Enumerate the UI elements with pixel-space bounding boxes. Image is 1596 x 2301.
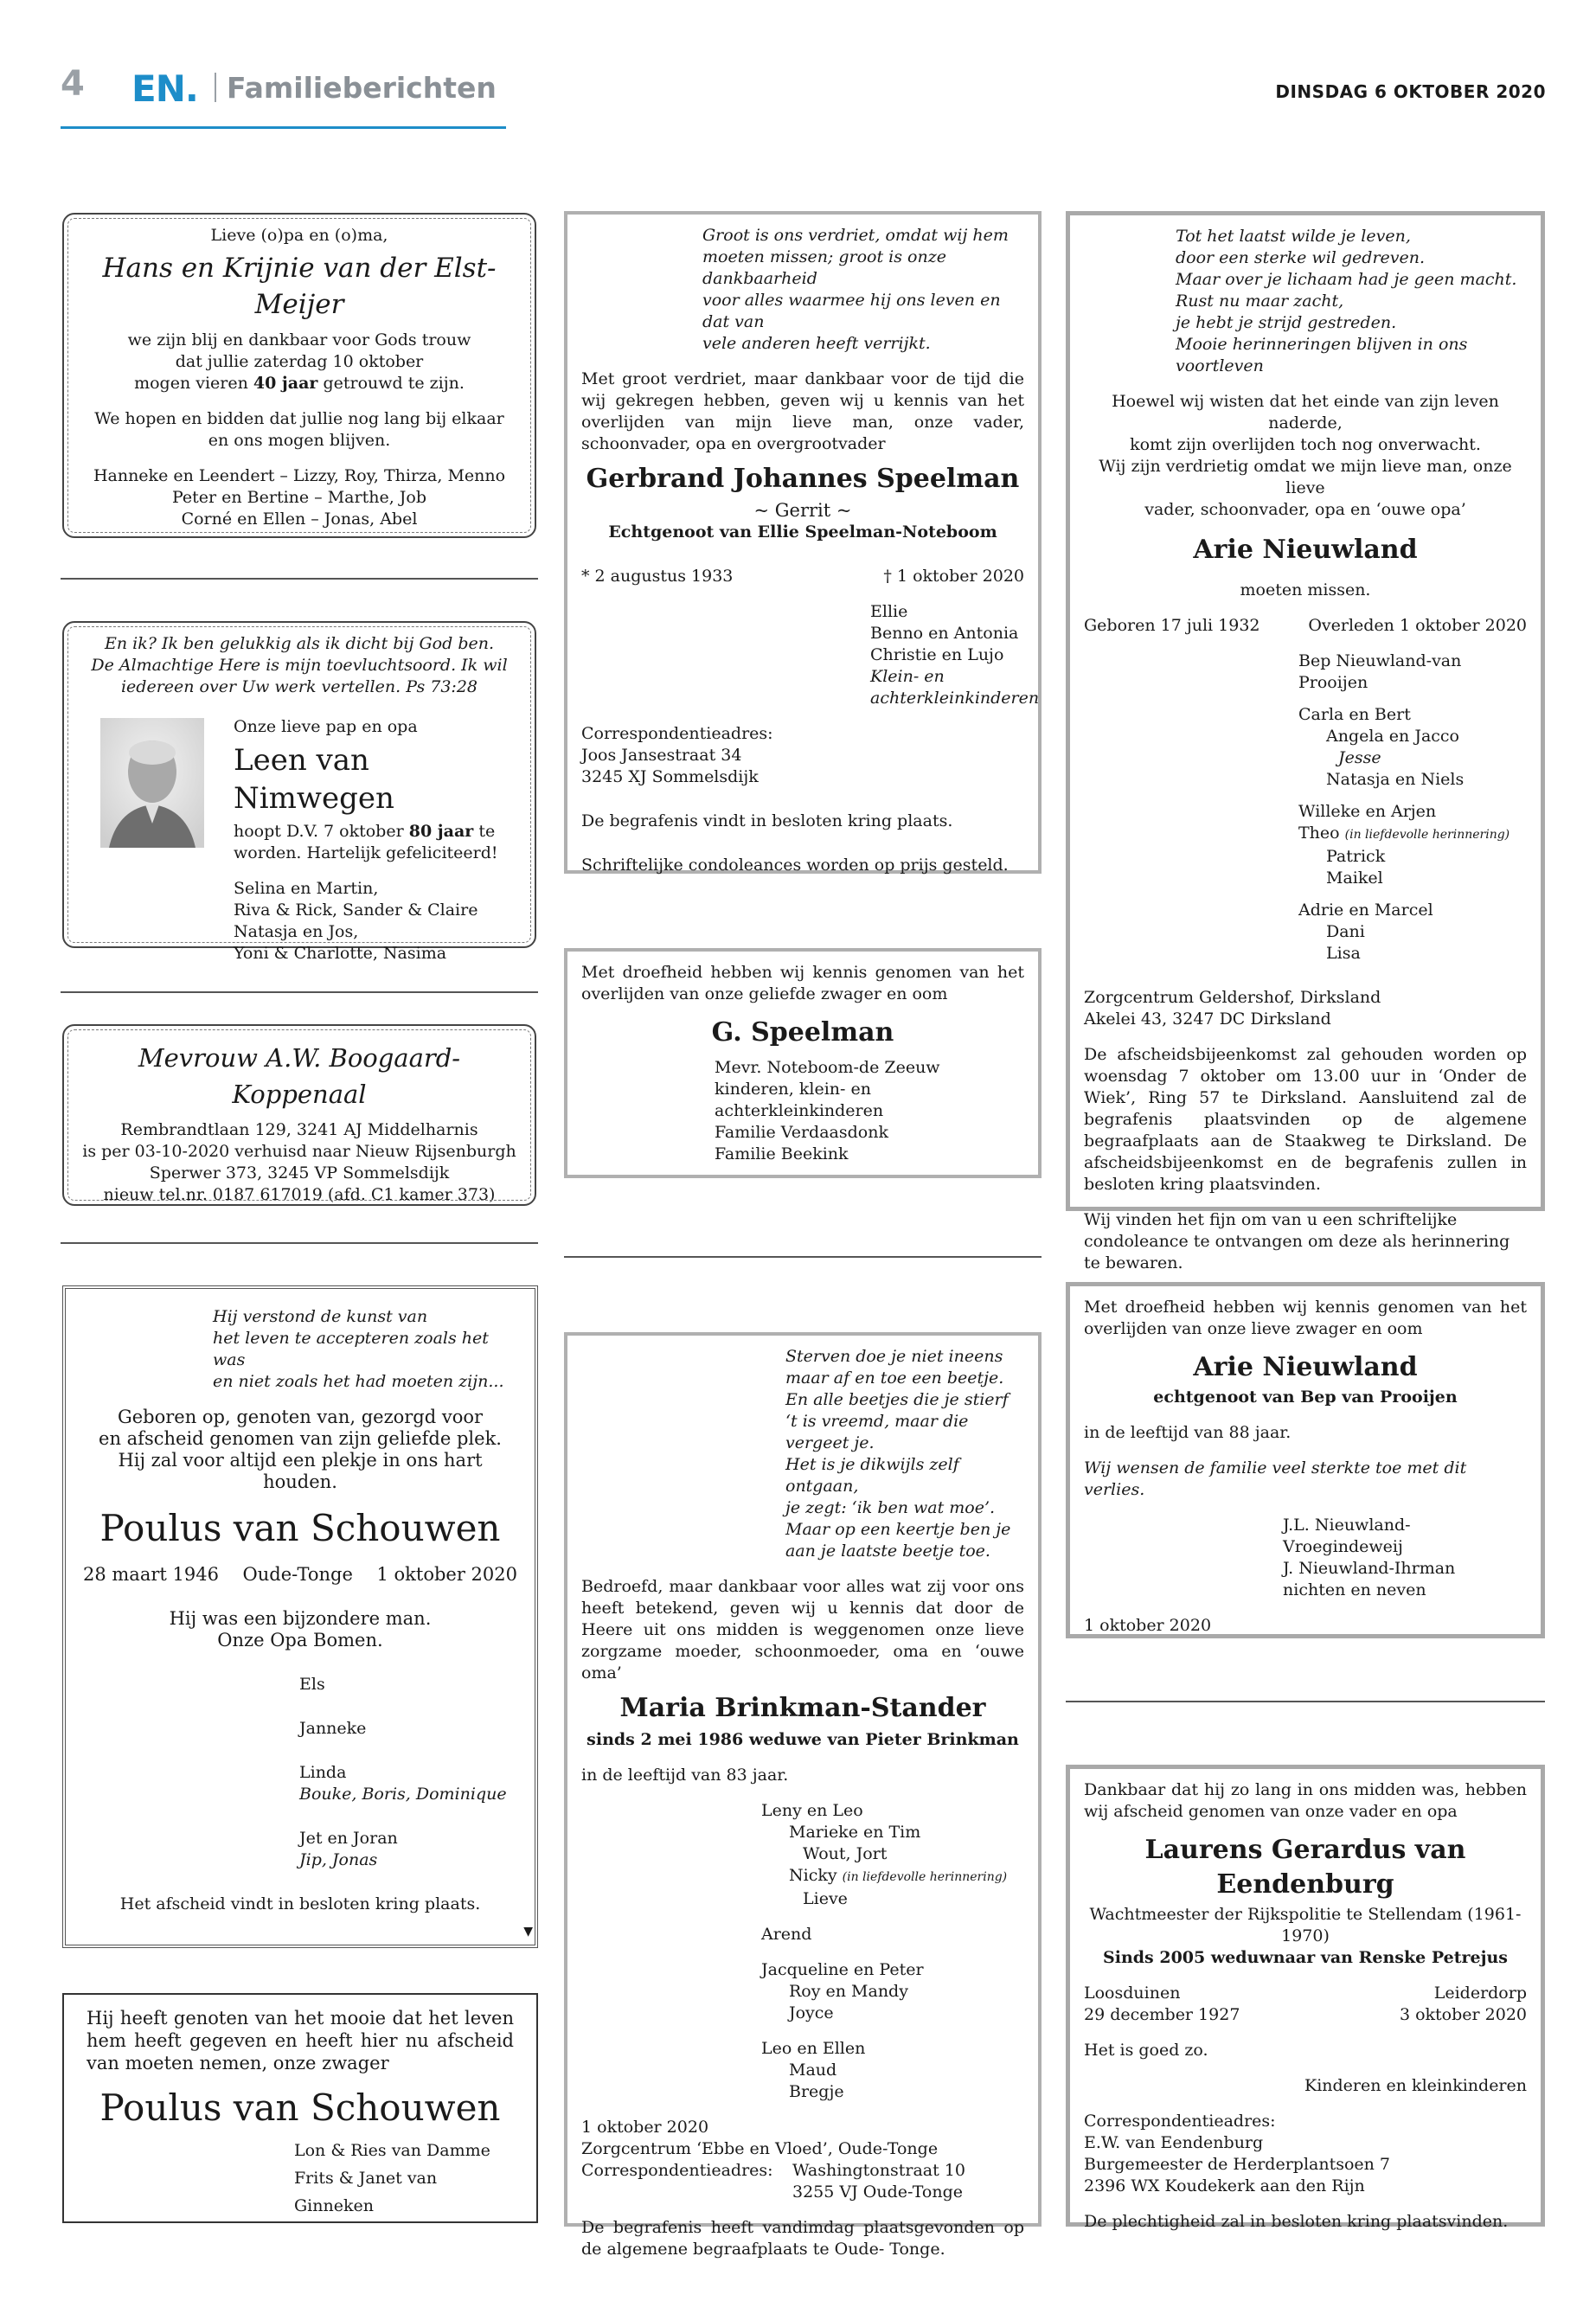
- greeting: Lieve (o)pa en (o)ma,: [210, 226, 388, 245]
- closing-text: Wij vinden het fijn om van u een schriftelijke condoleance te ontvangen om deze als herinnering te bewaren.: [1084, 1210, 1510, 1272]
- quote-line: Groot is ons verdriet, omdat wij hem: [702, 226, 1009, 245]
- couple-name: Hans en Krijnie van der Elst-Meijer: [102, 253, 497, 320]
- birth-date: Geboren 17 juli 1932: [1084, 616, 1260, 635]
- deceased-name: Maria Brinkman-Stander: [619, 1693, 986, 1723]
- text-line: Hij was een bijzondere man.: [169, 1608, 432, 1629]
- closing-text: De begrafenis vindt in besloten kring plaats.: [581, 811, 953, 830]
- person-name: Mevrouw A.W. Boogaard-Koppenaal: [138, 1043, 461, 1109]
- quote-line: je hebt je strijd gestreden.: [1176, 313, 1397, 332]
- signature-line: Natasja en Jos,: [234, 922, 359, 941]
- family-member: Jesse: [1338, 748, 1381, 767]
- address-label: Correspondentieadres:: [581, 724, 773, 743]
- ad-relocation-boogaard: [62, 1024, 536, 1206]
- nickname: ~ Gerrit ~: [753, 500, 852, 521]
- family-member: Marieke en Tim: [789, 1823, 921, 1842]
- person-name: Leen van Nimwegen: [234, 743, 394, 816]
- quote-line: Sterven doe je niet ineens: [785, 1347, 1003, 1366]
- place-line: Zorgcentrum ‘Ebbe en Vloed’, Oude-Tonge: [581, 2139, 939, 2158]
- address-line: E.W. van Eendenburg: [1084, 2133, 1264, 2152]
- portrait-photo: [100, 718, 204, 848]
- address-block: [581, 2160, 1024, 2203]
- family-member: Christie en Lujo: [870, 645, 1004, 664]
- family-member: Theo (in liefdevolle herinnering): [1298, 824, 1510, 843]
- signature-line: Mevr. Noteboom-de Zeeuw: [715, 1058, 940, 1077]
- text-line: mogen vieren 40 jaar getrouwd te zijn.: [134, 374, 465, 393]
- family-member: Leny en Leo: [761, 1801, 863, 1820]
- arrow-down-icon: ▼: [523, 1925, 533, 1939]
- text-line: Het is goed zo.: [1084, 2041, 1208, 2060]
- text-line: We hopen en bidden dat jullie nog lang bij elkaar: [94, 409, 504, 428]
- closing-text: Het afscheid vindt in besloten kring plaats.: [119, 1894, 481, 1913]
- family-member: Angela en Jacco: [1326, 727, 1459, 746]
- text-line: komt zijn overlijden toch nog onverwacht.: [1130, 435, 1481, 454]
- family-member: Jet en Joran: [299, 1829, 398, 1848]
- text-line: hoopt D.V. 7 oktober 80 jaar te: [234, 822, 496, 841]
- life-dates: [83, 1564, 517, 1586]
- quote-line: het leven te accepteren zoals het was: [213, 1329, 489, 1369]
- signature-line: Hanneke en Leendert – Lizzy, Roy, Thirza, Menno: [93, 466, 506, 485]
- section-title: Familieberichten: [227, 71, 497, 105]
- signature-line: Yoni & Charlotte, Nasima: [234, 944, 447, 963]
- text-line: is per 03-10-2020 verhuisd naar Nieuw Rijsenburgh: [82, 1142, 516, 1161]
- ad-birthday-nimwegen: [62, 621, 536, 963]
- date-line: 1 oktober 2020: [581, 2118, 709, 2137]
- quote-line: Maar over je lichaam had je geen macht.: [1176, 270, 1517, 289]
- death-date: 3 oktober 2020: [1399, 2005, 1527, 2024]
- signature-line: Riva & Rick, Sander & Claire: [234, 901, 478, 920]
- signature-line: nichten en neven: [1283, 1580, 1426, 1599]
- ad-condolence-speelman: [564, 948, 1042, 1178]
- family-member: Willeke en Arjen: [1298, 802, 1437, 821]
- family-member: Patrick: [1326, 847, 1386, 866]
- spouse-line: echtgenoot van Bep van Prooijen: [1153, 1388, 1458, 1407]
- quote-line: vele anderen heeft verrijkt.: [702, 334, 931, 353]
- family-member: Carla en Bert: [1298, 705, 1411, 724]
- family-member: Bregje: [789, 2082, 844, 2101]
- text-line: vader, schoonvader, opa en ‘ouwe opa’: [1144, 500, 1466, 519]
- deceased-name: G. Speelman: [711, 1017, 894, 1048]
- text-line: we zijn blij en dankbaar voor Gods trouw: [127, 330, 471, 349]
- deceased-name: Arie Nieuwland: [1193, 1352, 1418, 1382]
- family-member: Ellie: [870, 602, 908, 621]
- ad-obituary-schouwen: [62, 1285, 538, 1948]
- birth-date: 29 december 1927: [1084, 2005, 1240, 2024]
- quote-line: Tot het laatst wilde je leven,: [1176, 227, 1411, 246]
- signature-line: Lon & Ries van Damme: [294, 2141, 490, 2160]
- family-member: Maud: [789, 2061, 837, 2080]
- ad-obituary-nieuwland: [1066, 211, 1545, 1272]
- closing-text: De begrafenis heeft vandimdag plaatsgevonden op de algemene begraafplaats te Oude- Tonge.: [581, 2218, 1024, 2259]
- deceased-name: Laurens Gerardus van Eendenburg: [1144, 1835, 1466, 1900]
- divider: [61, 991, 538, 993]
- deceased-name: Arie Nieuwland: [1193, 535, 1418, 565]
- text-line: moeten missen.: [1240, 580, 1371, 599]
- address-line: 3245 XJ Sommelsdijk: [581, 767, 759, 786]
- ad-obituary-eendenburg: [1066, 1765, 1545, 2231]
- family-member: Maikel: [1326, 868, 1383, 888]
- family-member: Jacqueline en Peter: [761, 1960, 924, 1979]
- family-member: Dani: [1326, 922, 1365, 941]
- quote-line: Mooie herinneringen blijven in ons voortleven: [1176, 335, 1468, 375]
- deceased-name: Poulus van Schouwen: [99, 2086, 501, 2129]
- family-member: Natasja en Niels: [1326, 770, 1465, 789]
- ad-obituary-speelman: [564, 211, 1042, 874]
- text-line: en afscheid genomen van zijn geliefde plek.: [99, 1428, 502, 1449]
- signature-line: Corné en Ellen – Jonas, Abel: [181, 510, 418, 529]
- text-line: Hoewel wij wisten dat het einde van zijn leven naderde,: [1112, 392, 1499, 433]
- quote-line: De Almachtige Here is mijn toevluchtsoord. Ik wil: [91, 656, 508, 675]
- address-line: Akelei 43, 3247 DC Dirksland: [1084, 1009, 1331, 1029]
- address-label: Correspondentieadres:: [1084, 2112, 1276, 2131]
- text-line: Geboren op, genoten van, gezorgd voor: [117, 1407, 484, 1427]
- deceased-name: Gerbrand Johannes Speelman: [586, 464, 1020, 494]
- life-dates: [1084, 615, 1527, 637]
- quote-line: moeten missen; groot is onze dankbaarheid: [702, 247, 946, 288]
- family-children: Bouke, Boris, Dominique: [299, 1785, 507, 1804]
- signature-line: Kinderen en kleinkinderen: [1304, 2076, 1527, 2095]
- text-line: Wachtmeester der Rijkspolitie te Stellendam (1961-1970): [1089, 1905, 1522, 1945]
- death-place: Leiderdorp: [1433, 1984, 1527, 2003]
- quote-line: door een sterke wil gedreven.: [1176, 248, 1426, 267]
- death-date: Overleden 1 oktober 2020: [1308, 616, 1527, 635]
- signature-line: Selina en Martin,: [234, 879, 379, 898]
- life-dates: [581, 566, 1024, 587]
- ad-obituary-brinkman: [564, 1332, 1042, 2259]
- family-member: Benno en Antonia: [870, 624, 1019, 643]
- text-line: dat jullie zaterdag 10 oktober: [175, 352, 424, 371]
- quote-line: Maar op een keertje ben je: [785, 1520, 1011, 1539]
- family-member: Els: [299, 1675, 325, 1694]
- closing-text: De plechtigheid zal in besloten kring plaatsvinden.: [1084, 2212, 1509, 2231]
- intro-text: Dankbaar dat hij zo lang in ons midden was, hebben wij afscheid genomen van onze vader en opa: [1084, 1780, 1527, 1821]
- family-member: Roy en Mandy: [789, 1982, 908, 2001]
- text-line: Wij zijn verdrietig omdat we mijn lieve man, onze lieve: [1099, 457, 1512, 497]
- dates-row: [1084, 2004, 1527, 2026]
- divider: [61, 1242, 538, 1244]
- family-member: Leo en Ellen: [761, 2039, 866, 2058]
- widow-line: sinds 2 mei 1986 weduwe van Pieter Brinkman: [586, 1730, 1019, 1749]
- quote-line: voor alles waarmee hij ons leven en dat van: [702, 291, 1001, 331]
- quote-line: Rust nu maar zacht,: [1176, 292, 1344, 311]
- family-member: Adrie en Marcel: [1298, 901, 1433, 920]
- header-rule: [61, 126, 506, 129]
- address-line: Washingtonstraat 10: [792, 2161, 965, 2180]
- address-line: Zorgcentrum Geldershof, Dirksland: [1084, 988, 1381, 1007]
- signature-line: kinderen, klein- en achterkleinkinderen: [715, 1080, 884, 1120]
- page-date: DINSDAG 6 OKTOBER 2020: [1275, 81, 1546, 102]
- death-date: 1 oktober 2020: [376, 1564, 517, 1585]
- family-children: Jip, Jonas: [299, 1850, 378, 1869]
- address-label: Correspondentieadres:: [581, 2161, 773, 2180]
- intro-text: Met droefheid hebben wij kennis genomen van het overlijden van onze lieve zwager en oom: [1084, 1298, 1527, 1338]
- text-line: Onze Opa Bomen.: [217, 1630, 383, 1650]
- ad-condolence-schouwen: [62, 1993, 538, 2223]
- deceased-name: Poulus van Schouwen: [99, 1507, 501, 1549]
- intro-text: Hij heeft genoten van het mooie dat het leven hem heeft gegeven en heeft hier nu afscheid van moeten nemen, onze zwager: [87, 2008, 514, 2073]
- text-line: Rembrandtlaan 129, 3241 AJ Middelharnis: [120, 1120, 478, 1139]
- text-line: Hij zal voor altijd een plekje in ons hart houden.: [118, 1450, 483, 1492]
- family-member: Wout, Jort: [803, 1844, 888, 1863]
- divider: [564, 1256, 1042, 1258]
- family-member: Linda: [299, 1763, 347, 1782]
- quote-line: je zegt: ‘ik ben wat moe’.: [785, 1498, 996, 1517]
- signature-line: Peter en Bertine – Marthe, Job: [171, 488, 427, 507]
- text-line: nieuw tel.nr. 0187 617019 (afd. C1 kamer 373): [103, 1185, 496, 1204]
- text-line: Sperwer 373, 3245 VP Sommelsdijk: [149, 1163, 450, 1183]
- birth-date: 28 maart 1946: [83, 1564, 219, 1585]
- quote-line: aan je laatste beetje toe.: [785, 1541, 990, 1561]
- quote-line: iedereen over Uw werk vertellen. Ps 73:28: [120, 677, 478, 696]
- family-member: achterkleinkinderen: [870, 689, 1040, 708]
- newspaper-logo: EN.: [131, 67, 198, 110]
- quote-line: Hij verstond de kunst van: [213, 1307, 428, 1326]
- family-member: Lieve: [803, 1889, 848, 1908]
- header-separator: [215, 73, 216, 102]
- quote-line: ‘t is vreemd, maar die vergeet je.: [785, 1412, 969, 1452]
- family-member: Arend: [761, 1925, 812, 1944]
- family-member: Klein- en: [870, 667, 945, 686]
- page-number: 4: [61, 64, 85, 104]
- intro-text: Met groot verdriet, maar dankbaar voor de tijd die wij gekregen hebben, geven wij u kennis van het overlijden van mijn lieve man, onze vader, schoonvader, opa en overgrootvader: [581, 369, 1024, 453]
- divider: [61, 578, 538, 580]
- text-line: en ons mogen blijven.: [208, 431, 391, 450]
- signature-line: Familie Verdaasdonk: [715, 1123, 888, 1142]
- signature-line: Familie Beekink: [715, 1144, 849, 1163]
- closing-text: De afscheidsbijeenkomst zal gehouden worden op woensdag 7 oktober om 13.00 uur in ‘Onder de Wiek’, Ring 57 te Dirksland. Aansluitend zal de begrafenis plaatsvinden op de algemene begraafplaats aan de Staakweg te Dirksland. De afscheidsbijeenkomst en de begrafenis zullen in besloten kring plaatsvinden.: [1084, 1045, 1527, 1194]
- quote-line: maar af en toe een beetje.: [785, 1368, 1004, 1388]
- intro-text: Onze lieve pap en opa: [234, 717, 418, 736]
- address-line: 3255 VJ Oude-Tonge: [792, 2182, 964, 2202]
- ad-anniversary-elst-meijer: [62, 213, 536, 538]
- divider: [1066, 1701, 1545, 1702]
- quote-line: en niet zoals het had moeten zijn...: [213, 1372, 504, 1391]
- signature-line: Frits & Janet van Ginneken: [294, 2169, 438, 2215]
- address-line: Burgemeester de Herderplantsoen 7: [1084, 2155, 1391, 2174]
- family-member: Bep Nieuwland-van Prooijen: [1298, 651, 1462, 692]
- death-date: † 1 oktober 2020: [883, 567, 1024, 586]
- birth-place: Loosduinen: [1084, 1984, 1181, 2003]
- quote-line: En alle beetjes die je stierf: [785, 1390, 1009, 1409]
- text-line: worden. Hartelijk gefeliciteerd!: [234, 843, 498, 862]
- date-line: 1 oktober 2020: [1084, 1616, 1212, 1635]
- intro-text: Bedroefd, maar dankbaar voor alles wat zij voor ons heeft betekend, geven wij u kennis dat door de Heere uit ons midden is weggenomen onze lieve zorgzame moeder, schoonmoeder, oma en ‘ouwe oma’: [581, 1577, 1024, 1682]
- address-line: 2396 WX Koudekerk aan den Rijn: [1084, 2176, 1365, 2195]
- birth-date: * 2 augustus 1933: [581, 567, 734, 586]
- intro-text: Met droefheid hebben wij kennis genomen van het overlijden van onze geliefde zwager en oom: [581, 963, 1024, 1003]
- closing-text: Schriftelijke condoleances worden op prijs gesteld.: [581, 856, 1009, 875]
- age-line: in de leeftijd van 83 jaar.: [581, 1766, 789, 1785]
- family-member: Janneke: [299, 1719, 367, 1738]
- ad-condolence-nieuwland: [1066, 1282, 1545, 1638]
- family-member: Joyce: [789, 2003, 834, 2022]
- places-row: [1084, 1983, 1527, 2004]
- family-member: Nicky (in liefdevolle herinnering): [789, 1866, 1008, 1885]
- family-member: Lisa: [1326, 944, 1361, 963]
- quote-line: En ik? Ik ben gelukkig als ik dicht bij God ben.: [104, 634, 495, 653]
- spouse-line: Echtgenoot van Ellie Speelman-Noteboom: [608, 522, 997, 542]
- wish-line: Wij wensen de familie veel sterkte toe met dit verlies.: [1084, 1458, 1467, 1499]
- signature-line: J.L. Nieuwland-Vroegindeweij: [1283, 1516, 1411, 1556]
- age-line: in de leeftijd van 88 jaar.: [1084, 1423, 1292, 1442]
- signature-line: J. Nieuwland-Ihrman: [1283, 1559, 1456, 1578]
- address-line: Joos Jansestraat 34: [581, 746, 742, 765]
- place: Oude-Tonge: [242, 1564, 353, 1585]
- widower-line: Sinds 2005 weduwnaar van Renske Petrejus: [1103, 1948, 1508, 1967]
- quote-line: Het is je dikwijls zelf ontgaan,: [785, 1455, 959, 1496]
